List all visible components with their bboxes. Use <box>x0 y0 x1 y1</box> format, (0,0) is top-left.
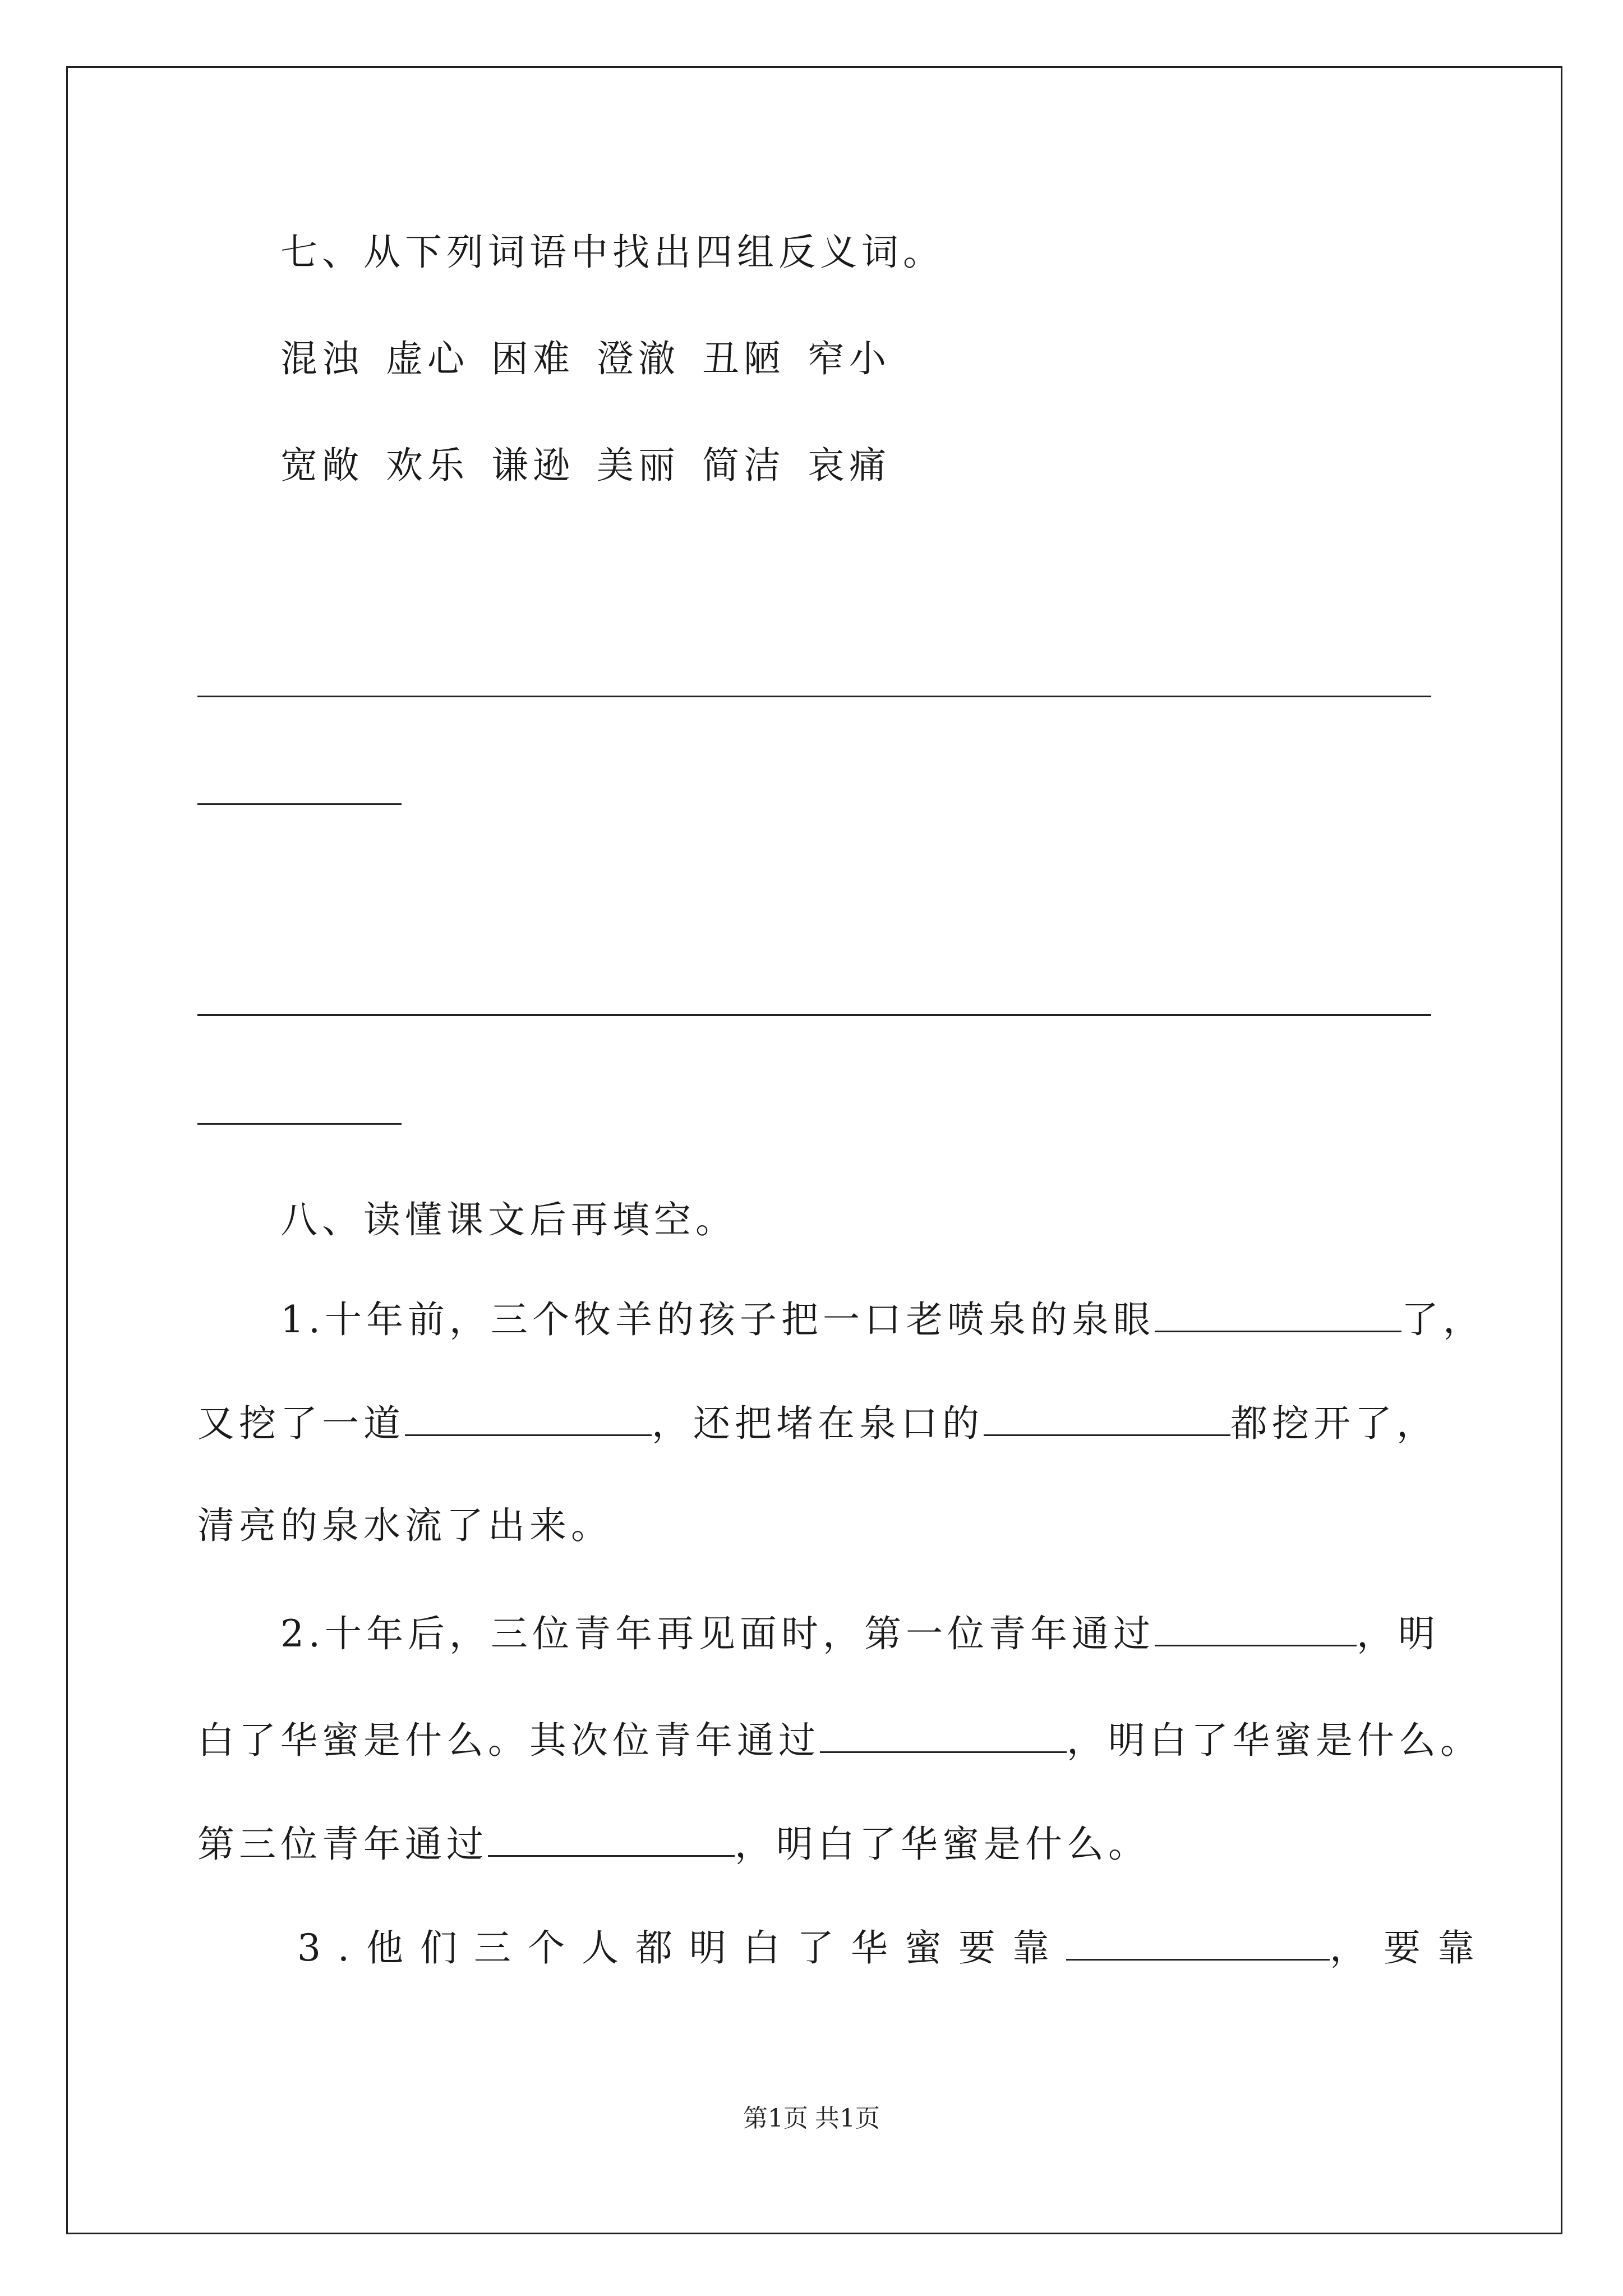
word: 欢乐 <box>386 444 469 487</box>
question-text: 第三位青年通过 <box>197 1823 488 1866</box>
question-text: ，要靠 <box>1329 1926 1491 1970</box>
fill-blank[interactable] <box>984 1400 1230 1436</box>
fill-blank[interactable] <box>1066 1924 1330 1961</box>
page-footer <box>0 2098 1623 2134</box>
question-text: 1.十年前，三个牧羊的孩子把一口老喷泉的泉眼 <box>280 1298 1155 1341</box>
question-2-line-1 <box>280 1610 1440 1657</box>
question-2-line-3 <box>197 1820 1150 1867</box>
question-text: 2.十年后，三位青年再见面时，第一位青年通过 <box>280 1612 1155 1655</box>
word: 谦逊 <box>491 444 574 487</box>
word: 窄小 <box>808 337 891 380</box>
word-row-1 <box>280 337 913 381</box>
page-total: 共1页 <box>815 2104 880 2133</box>
question-1-line-2 <box>197 1400 1438 1446</box>
question-text: 白了华蜜是什么。其次位青年通过 <box>197 1719 820 1762</box>
section8-heading: 八、读懂课文后再填空。 <box>280 1198 737 1241</box>
fill-blank[interactable] <box>820 1717 1067 1753</box>
answer-line[interactable] <box>197 1014 1431 1016</box>
fill-blank[interactable] <box>1155 1610 1357 1646</box>
question-text: 3.他们三个人都明白了华蜜要靠 <box>297 1926 1066 1970</box>
question-1-line-3: 清亮的泉水流了出来。 <box>197 1504 612 1547</box>
page-border <box>66 66 1562 2234</box>
question-text: 又挖了一道 <box>197 1402 405 1445</box>
word: 丑陋 <box>702 337 785 380</box>
fill-blank[interactable] <box>1155 1296 1401 1332</box>
word-row-2 <box>280 443 913 488</box>
fill-blank[interactable] <box>488 1820 735 1857</box>
word: 哀痛 <box>808 444 891 487</box>
answer-line[interactable] <box>197 1123 402 1125</box>
word: 宽敞 <box>280 444 363 487</box>
word: 虚心 <box>386 337 469 380</box>
question-3-line-1 <box>297 1924 1491 1971</box>
question-1-line-1 <box>280 1296 1484 1342</box>
question-text: 了， <box>1401 1298 1484 1341</box>
question-text: ，明白了华蜜是什么。 <box>1067 1719 1482 1762</box>
word: 美丽 <box>597 444 680 487</box>
answer-line[interactable] <box>197 696 1431 697</box>
question-text: ，明 <box>1356 1612 1440 1655</box>
question-text: 都挖开了， <box>1230 1402 1438 1445</box>
question-text: ，还把堵在泉口的 <box>652 1402 984 1445</box>
question-text: ，明白了华蜜是什么。 <box>735 1823 1150 1866</box>
page-number: 第1页 <box>743 2104 808 2133</box>
word: 混浊 <box>280 337 363 380</box>
fill-blank[interactable] <box>405 1400 652 1436</box>
word: 困难 <box>491 337 574 380</box>
answer-line[interactable] <box>197 803 402 805</box>
word: 澄澈 <box>597 337 680 380</box>
word: 简洁 <box>702 444 785 487</box>
section7-heading: 七、从下列词语中找出四组反义词。 <box>280 231 944 274</box>
question-2-line-2 <box>197 1717 1482 1763</box>
